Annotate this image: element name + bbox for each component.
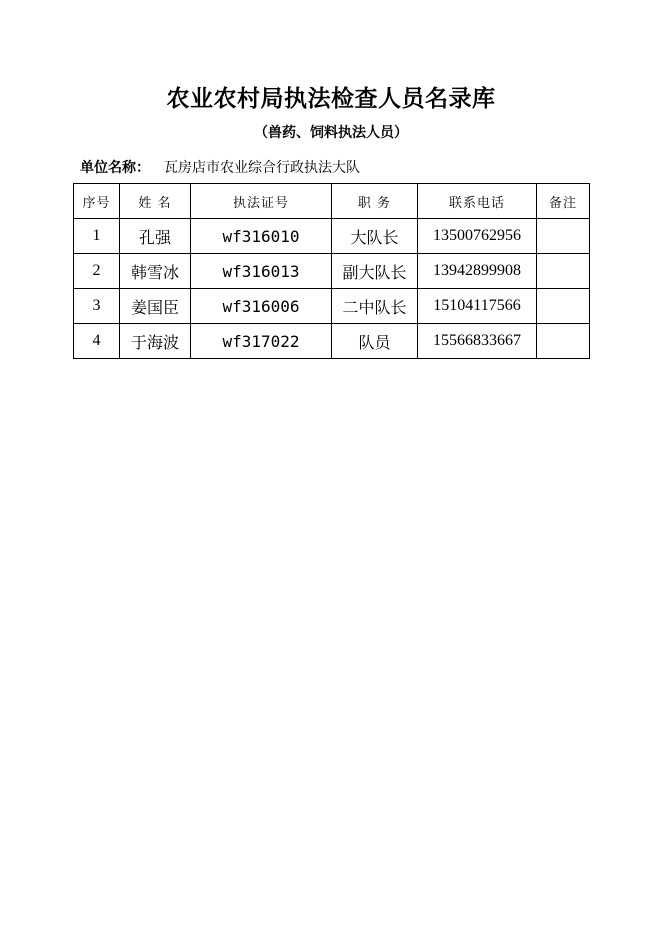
header-index: 序号 xyxy=(74,184,120,219)
cell-cert-number: wf316006 xyxy=(191,289,332,324)
table-header-row xyxy=(74,184,590,219)
cell-index: 4 xyxy=(74,324,120,359)
cell-name: 孔强 xyxy=(120,219,191,254)
header-phone: 联系电话 xyxy=(418,184,537,219)
cell-note xyxy=(537,289,590,324)
table-row xyxy=(74,324,590,359)
cell-phone: 13942899908 xyxy=(418,254,537,289)
cell-name: 姜国臣 xyxy=(120,289,191,324)
table-row xyxy=(74,289,590,324)
cell-cert-number: wf316010 xyxy=(191,219,332,254)
cell-name: 韩雪冰 xyxy=(120,254,191,289)
cell-phone: 15566833667 xyxy=(418,324,537,359)
page-title: 农业农村局执法检查人员名录库 xyxy=(166,85,496,112)
cell-phone: 13500762956 xyxy=(418,219,537,254)
cell-note xyxy=(537,219,590,254)
table-row xyxy=(74,254,590,289)
header-note: 备注 xyxy=(537,184,590,219)
unit-line xyxy=(80,157,360,177)
cell-name: 于海波 xyxy=(120,324,191,359)
cell-position: 副大队长 xyxy=(332,254,418,289)
cell-phone: 15104117566 xyxy=(418,289,537,324)
page-subtitle: （兽药、饲料执法人员） xyxy=(254,125,408,141)
cell-cert-number: wf317022 xyxy=(191,324,332,359)
unit-label: 单位名称： xyxy=(80,160,150,176)
personnel-table xyxy=(73,183,590,359)
unit-value: 瓦房店市农业综合行政执法大队 xyxy=(164,160,360,176)
cell-note xyxy=(537,324,590,359)
cell-index: 3 xyxy=(74,289,120,324)
cell-index: 2 xyxy=(74,254,120,289)
cell-position: 二中队长 xyxy=(332,289,418,324)
cell-note xyxy=(537,254,590,289)
cell-index: 1 xyxy=(74,219,120,254)
cell-cert-number: wf316013 xyxy=(191,254,332,289)
header-name: 姓 名 xyxy=(120,184,191,219)
cell-position: 队员 xyxy=(332,324,418,359)
header-position: 职 务 xyxy=(332,184,418,219)
table-row xyxy=(74,219,590,254)
cell-position: 大队长 xyxy=(332,219,418,254)
header-cert-number: 执法证号 xyxy=(191,184,332,219)
